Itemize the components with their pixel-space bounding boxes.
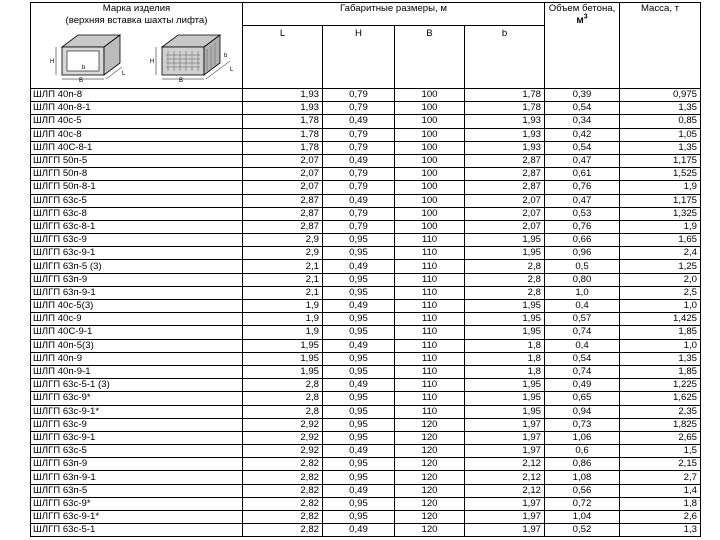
cell-H: 0,49 [323, 154, 395, 167]
cell-b: 1,8 [465, 365, 545, 378]
cell-H: 0,49 [323, 300, 395, 313]
cell-H: 0,95 [323, 392, 395, 405]
cell-L: 2,87 [243, 207, 323, 220]
cell-H: 0,95 [323, 326, 395, 339]
cell-L: 1,9 [243, 313, 323, 326]
cell-mark: ШЛП 40п-8-1 [31, 102, 243, 115]
cell-volume: 0,49 [545, 379, 620, 392]
cell-volume: 0,6 [545, 445, 620, 458]
cell-L: 1,78 [243, 141, 323, 154]
cell-B: 120 [395, 484, 465, 497]
cell-L: 1,93 [243, 102, 323, 115]
cell-mark: ШЛП 40п-8 [31, 89, 243, 102]
cell-volume: 0,39 [545, 89, 620, 102]
cell-mass: 1,0 [620, 300, 701, 313]
cell-b: 1,95 [465, 405, 545, 418]
table-row [31, 326, 701, 339]
cell-mass: 1,325 [620, 207, 701, 220]
table-row [31, 484, 701, 497]
cell-volume: 0,42 [545, 128, 620, 141]
cell-b: 1,97 [465, 431, 545, 444]
cell-B: 100 [395, 89, 465, 102]
cell-H: 0,95 [323, 405, 395, 418]
shaft-insert-diagrams [34, 29, 240, 83]
cell-B: 100 [395, 220, 465, 233]
cell-H: 0,95 [323, 273, 395, 286]
table-row [31, 220, 701, 233]
cell-volume: 0,54 [545, 352, 620, 365]
cell-L: 2,1 [243, 273, 323, 286]
cell-mark: ШЛГП 63с-9-1* [31, 405, 243, 418]
cell-mark: ШЛГП 63с-8-1 [31, 220, 243, 233]
cell-mark: ШЛГП 63с-9* [31, 497, 243, 510]
table-row [31, 128, 701, 141]
cell-B: 110 [395, 260, 465, 273]
mark-header-line2: (верхняя вставка шахты лифта) [65, 15, 208, 26]
cell-mass: 1,65 [620, 234, 701, 247]
cell-mass: 1,85 [620, 326, 701, 339]
cell-B: 100 [395, 168, 465, 181]
cell-B: 110 [395, 379, 465, 392]
cell-mark: ШЛП 40с-8 [31, 128, 243, 141]
right-label-B: B [178, 78, 183, 83]
cell-mark: ШЛГП 50п-8 [31, 168, 243, 181]
cell-b: 1,95 [465, 326, 545, 339]
cell-H: 0,79 [323, 141, 395, 154]
cell-volume: 0,72 [545, 497, 620, 510]
cell-mass: 1,225 [620, 379, 701, 392]
cell-mass: 1,625 [620, 392, 701, 405]
cell-L: 2,9 [243, 234, 323, 247]
cell-b: 1,95 [465, 247, 545, 260]
cell-L: 2,82 [243, 471, 323, 484]
mass-header: Масса, т [620, 3, 701, 89]
col-L-header: L [243, 26, 323, 89]
cell-b: 1,97 [465, 497, 545, 510]
cell-volume: 1,04 [545, 511, 620, 524]
cell-H: 0,95 [323, 247, 395, 260]
table-row [31, 154, 701, 167]
cell-mark: ШЛГП 63с-9 [31, 234, 243, 247]
cell-volume: 0,34 [545, 115, 620, 128]
table-row [31, 181, 701, 194]
cell-H: 0,79 [323, 168, 395, 181]
table-row [31, 141, 701, 154]
cell-b: 1,78 [465, 102, 545, 115]
table-row [31, 207, 701, 220]
cell-L: 1,9 [243, 326, 323, 339]
cell-b: 1,95 [465, 313, 545, 326]
cell-B: 110 [395, 300, 465, 313]
cell-mass: 1,85 [620, 365, 701, 378]
cell-H: 0,79 [323, 89, 395, 102]
table-row [31, 194, 701, 207]
cell-H: 0,95 [323, 234, 395, 247]
header-row [31, 3, 701, 26]
plain-box-drawing [50, 35, 126, 83]
cell-b: 1,8 [465, 352, 545, 365]
cell-mass: 1,3 [620, 524, 701, 537]
table-row [31, 511, 701, 524]
cell-b: 2,12 [465, 471, 545, 484]
cell-mark: ШЛГП 63с-5-1 [31, 524, 243, 537]
cell-H: 0,49 [323, 445, 395, 458]
cell-b: 1,95 [465, 379, 545, 392]
cell-mass: 1,525 [620, 168, 701, 181]
cell-mark: ШЛГП 63с-9 [31, 418, 243, 431]
table-row [31, 234, 701, 247]
cell-b: 2,12 [465, 484, 545, 497]
table-row [31, 379, 701, 392]
cell-L: 2,07 [243, 181, 323, 194]
table-row [31, 286, 701, 299]
table-row [31, 168, 701, 181]
cell-B: 120 [395, 497, 465, 510]
cell-mass: 1,8 [620, 497, 701, 510]
cell-b: 1,93 [465, 115, 545, 128]
cell-b: 1,93 [465, 141, 545, 154]
cell-b: 2,87 [465, 181, 545, 194]
cell-B: 100 [395, 154, 465, 167]
cell-b: 2,07 [465, 207, 545, 220]
cell-volume: 0,73 [545, 418, 620, 431]
cell-volume: 0,47 [545, 194, 620, 207]
cell-B: 110 [395, 313, 465, 326]
dimensions-group-header: Габаритные размеры, м [243, 3, 545, 26]
cell-H: 0,95 [323, 511, 395, 524]
cell-b: 1,95 [465, 392, 545, 405]
cell-B: 110 [395, 234, 465, 247]
volume-unit-sup: 3 [583, 13, 588, 21]
cell-mass: 1,175 [620, 194, 701, 207]
cell-b: 2,12 [465, 458, 545, 471]
cell-mass: 2,65 [620, 431, 701, 444]
mark-header [31, 3, 243, 89]
cell-mass: 1,9 [620, 220, 701, 233]
cell-b: 1,95 [465, 300, 545, 313]
cell-mark: ШЛП 40п-9-1 [31, 365, 243, 378]
table-row [31, 524, 701, 537]
cell-volume: 0,47 [545, 154, 620, 167]
cell-b: 1,97 [465, 445, 545, 458]
cell-H: 0,79 [323, 181, 395, 194]
cell-mark: ШЛП 40п-5(3) [31, 339, 243, 352]
cell-mark: ШЛГП 63п-9 [31, 458, 243, 471]
cell-B: 120 [395, 458, 465, 471]
cell-B: 100 [395, 115, 465, 128]
cell-mass: 1,35 [620, 352, 701, 365]
table-body [31, 89, 701, 537]
cell-B: 110 [395, 286, 465, 299]
cell-H: 0,95 [323, 313, 395, 326]
cell-mark: ШЛГП 63п-5 (3) [31, 260, 243, 273]
cell-H: 0,49 [323, 194, 395, 207]
cell-volume: 0,80 [545, 273, 620, 286]
table-row [31, 497, 701, 510]
table-row [31, 352, 701, 365]
cell-volume: 0,54 [545, 102, 620, 115]
cell-L: 2,1 [243, 260, 323, 273]
cell-mark: ШЛГП 63с-9-1* [31, 511, 243, 524]
cell-mass: 2,0 [620, 273, 701, 286]
cell-volume: 0,5 [545, 260, 620, 273]
cell-b: 1,95 [465, 234, 545, 247]
cell-H: 0,95 [323, 352, 395, 365]
col-H-header: H [323, 26, 395, 89]
cell-L: 1,95 [243, 339, 323, 352]
cell-mark: ШЛП 40с-9 [31, 313, 243, 326]
cell-b: 2,87 [465, 168, 545, 181]
cell-mark: ШЛГП 63п-5 [31, 484, 243, 497]
cell-L: 2,82 [243, 484, 323, 497]
cell-mass: 2,35 [620, 405, 701, 418]
cell-volume: 0,65 [545, 392, 620, 405]
cell-L: 1,9 [243, 300, 323, 313]
left-label-L: L [121, 71, 125, 77]
cell-mark: ШЛГП 63с-5 [31, 194, 243, 207]
cell-H: 0,95 [323, 286, 395, 299]
cell-H: 0,49 [323, 379, 395, 392]
cell-volume: 0,61 [545, 168, 620, 181]
cell-volume: 0,57 [545, 313, 620, 326]
cell-mass: 1,0 [620, 339, 701, 352]
table-row [31, 392, 701, 405]
product-table [30, 2, 701, 537]
cell-mass: 1,35 [620, 141, 701, 154]
cell-B: 100 [395, 194, 465, 207]
cell-H: 0,95 [323, 418, 395, 431]
cell-H: 0,95 [323, 458, 395, 471]
cell-B: 100 [395, 181, 465, 194]
cell-mark: ШЛП 40п-9 [31, 352, 243, 365]
cell-H: 0,49 [323, 260, 395, 273]
cell-mass: 1,4 [620, 484, 701, 497]
cell-b: 1,78 [465, 89, 545, 102]
cell-volume: 0,96 [545, 247, 620, 260]
cell-b: 2,07 [465, 220, 545, 233]
cell-B: 120 [395, 445, 465, 458]
cell-L: 2,92 [243, 445, 323, 458]
table-row [31, 313, 701, 326]
cell-mark: ШЛГП 63с-8 [31, 207, 243, 220]
cell-B: 110 [395, 365, 465, 378]
cell-volume: 0,4 [545, 300, 620, 313]
cell-B: 100 [395, 102, 465, 115]
right-label-L: L [229, 67, 233, 73]
mark-header-line1: Марка изделия [102, 3, 171, 14]
right-label-H: H [149, 59, 154, 65]
col-B-header: B [395, 26, 465, 89]
cell-mark: ШЛГП 63с-9-1 [31, 247, 243, 260]
cell-B: 110 [395, 326, 465, 339]
left-label-b: b [81, 65, 85, 71]
cell-L: 2,07 [243, 168, 323, 181]
cell-L: 1,95 [243, 352, 323, 365]
cell-mark: ШЛГП 63п-9-1 [31, 471, 243, 484]
cell-mass: 2,7 [620, 471, 701, 484]
cell-B: 110 [395, 273, 465, 286]
cell-volume: 0,4 [545, 339, 620, 352]
cell-L: 2,8 [243, 379, 323, 392]
cell-B: 120 [395, 471, 465, 484]
cell-mark: ШЛГП 50п-5 [31, 154, 243, 167]
cell-b: 1,97 [465, 418, 545, 431]
cell-L: 2,92 [243, 418, 323, 431]
cell-mass: 0,85 [620, 115, 701, 128]
cell-L: 1,93 [243, 89, 323, 102]
right-label-b: b [223, 53, 227, 59]
cell-b: 1,97 [465, 511, 545, 524]
cell-B: 110 [395, 339, 465, 352]
cell-mass: 0,975 [620, 89, 701, 102]
cell-volume: 1,08 [545, 471, 620, 484]
cell-volume: 1,06 [545, 431, 620, 444]
cell-L: 2,82 [243, 497, 323, 510]
table-row [31, 471, 701, 484]
cell-H: 0,95 [323, 497, 395, 510]
table-row [31, 365, 701, 378]
cell-B: 120 [395, 418, 465, 431]
cell-mark: ШЛГП 63с-9-1 [31, 431, 243, 444]
table-row [31, 115, 701, 128]
cell-mark: ШЛГП 63с-9* [31, 392, 243, 405]
cell-volume: 0,94 [545, 405, 620, 418]
cell-B: 120 [395, 524, 465, 537]
cell-mark: ШЛГП 63с-5 [31, 445, 243, 458]
cell-B: 120 [395, 431, 465, 444]
cell-volume: 0,76 [545, 181, 620, 194]
cell-B: 110 [395, 352, 465, 365]
table-row [31, 260, 701, 273]
cell-mark: ШЛП 40С-9-1 [31, 326, 243, 339]
cell-mass: 2,5 [620, 286, 701, 299]
cell-mark: ШЛГП 63п-9-1 [31, 286, 243, 299]
cell-mark: ШЛП 40С-8-1 [31, 141, 243, 154]
cell-L: 2,87 [243, 194, 323, 207]
cell-b: 2,87 [465, 154, 545, 167]
cell-L: 1,78 [243, 115, 323, 128]
cell-L: 2,82 [243, 511, 323, 524]
left-label-B: B [78, 78, 83, 83]
cell-mark: ШЛП 40с-5(3) [31, 300, 243, 313]
cell-H: 0,95 [323, 431, 395, 444]
mesh-box-drawing [150, 35, 234, 83]
cell-b: 1,93 [465, 128, 545, 141]
table-row [31, 458, 701, 471]
cell-B: 100 [395, 141, 465, 154]
cell-mark: ШЛГП 63с-5-1 (3) [31, 379, 243, 392]
cell-mass: 1,35 [620, 102, 701, 115]
table-row [31, 339, 701, 352]
cell-b: 1,97 [465, 524, 545, 537]
cell-volume: 0,86 [545, 458, 620, 471]
cell-mass: 1,425 [620, 313, 701, 326]
cell-H: 0,79 [323, 207, 395, 220]
left-label-H: H [49, 59, 54, 65]
cell-L: 1,95 [243, 365, 323, 378]
table-row [31, 247, 701, 260]
cell-volume: 0,56 [545, 484, 620, 497]
table-row [31, 89, 701, 102]
table-row [31, 300, 701, 313]
cell-volume: 0,74 [545, 326, 620, 339]
cell-mark: ШЛГП 50п-8-1 [31, 181, 243, 194]
cell-mass: 1,25 [620, 260, 701, 273]
table-row [31, 445, 701, 458]
cell-H: 0,95 [323, 365, 395, 378]
table-row [31, 102, 701, 115]
cell-volume: 0,52 [545, 524, 620, 537]
cell-mass: 1,05 [620, 128, 701, 141]
table-row [31, 431, 701, 444]
table-row [31, 418, 701, 431]
cell-b: 2,07 [465, 194, 545, 207]
volume-header-line1: Объем бетона, [548, 3, 616, 14]
cell-H: 0,79 [323, 102, 395, 115]
cell-mass: 1,5 [620, 445, 701, 458]
cell-mass: 1,175 [620, 154, 701, 167]
cell-b: 2,8 [465, 286, 545, 299]
cell-H: 0,95 [323, 471, 395, 484]
cell-B: 100 [395, 207, 465, 220]
cell-b: 1,8 [465, 339, 545, 352]
cell-L: 2,9 [243, 247, 323, 260]
cell-H: 0,49 [323, 484, 395, 497]
cell-B: 100 [395, 128, 465, 141]
table-row [31, 273, 701, 286]
cell-L: 2,8 [243, 405, 323, 418]
cell-mass: 2,6 [620, 511, 701, 524]
cell-L: 2,82 [243, 524, 323, 537]
cell-mark: ШЛП 40с-5 [31, 115, 243, 128]
cell-L: 2,92 [243, 431, 323, 444]
cell-volume: 0,66 [545, 234, 620, 247]
cell-B: 120 [395, 511, 465, 524]
cell-B: 110 [395, 392, 465, 405]
cell-L: 2,87 [243, 220, 323, 233]
cell-b: 2,8 [465, 273, 545, 286]
cell-H: 0,49 [323, 339, 395, 352]
cell-mass: 2,4 [620, 247, 701, 260]
cell-B: 110 [395, 405, 465, 418]
cell-mass: 2,15 [620, 458, 701, 471]
cell-volume: 0,53 [545, 207, 620, 220]
cell-volume: 0,76 [545, 220, 620, 233]
volume-header [545, 3, 620, 89]
cell-L: 2,82 [243, 458, 323, 471]
cell-mass: 1,9 [620, 181, 701, 194]
cell-mass: 1,825 [620, 418, 701, 431]
cell-volume: 0,74 [545, 365, 620, 378]
cell-mark: ШЛГП 63п-9 [31, 273, 243, 286]
col-b-header: b [465, 26, 545, 89]
cell-volume: 1,0 [545, 286, 620, 299]
cell-b: 2,8 [465, 260, 545, 273]
cell-H: 0,49 [323, 115, 395, 128]
cell-B: 110 [395, 247, 465, 260]
table-row [31, 405, 701, 418]
cell-L: 1,78 [243, 128, 323, 141]
volume-unit: м [576, 15, 584, 26]
cell-L: 2,07 [243, 154, 323, 167]
cell-H: 0,79 [323, 128, 395, 141]
cell-L: 2,1 [243, 286, 323, 299]
cell-H: 0,49 [323, 524, 395, 537]
cell-volume: 0,54 [545, 141, 620, 154]
cell-L: 2,8 [243, 392, 323, 405]
cell-H: 0,79 [323, 220, 395, 233]
